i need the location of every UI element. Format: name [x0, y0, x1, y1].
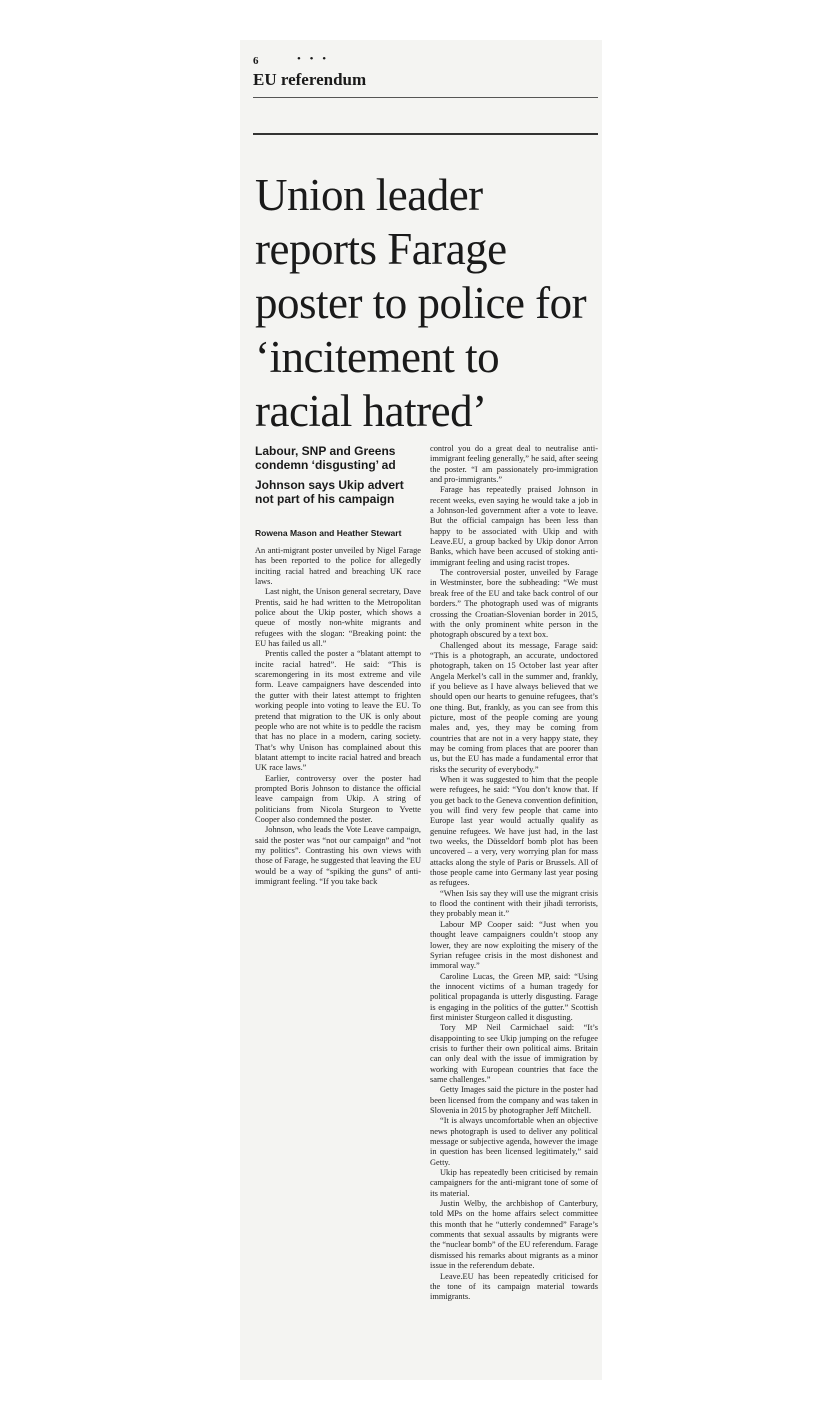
- article-column-left: [255, 546, 421, 887]
- paragraph: Tory MP Neil Carmichael said: “It’s disappointing to see Ukip jumping on the refugee crisis to further their own political aims. Britain can only deal with the issue of immigration by working with European countries that face the same challenges.”: [430, 1023, 598, 1084]
- paragraph: When it was suggested to him that the people were refugees, he said: “You don’t know that. If you get back to the Geneva convention definition, you will find very few people that came into Europe last year would actually qualify as genuine refugees. We have just had, in the last two weeks, the Düsseldorf bomb plot has been uncovered – a very, very worrying plan for mass attacks along the style of Paris or Brussels. All of those people came into Germany last year posing as refugees.: [430, 775, 598, 888]
- paragraph: control you do a great deal to neutralise anti-immigrant feeling generally,” he said, after seeing the poster. “I am passionately pro-immigration and pro-immigrants.”: [430, 444, 598, 485]
- section-title: EU referendum: [253, 70, 367, 89]
- standfirst-line: Johnson says Ukip advert not part of his campaign: [255, 478, 404, 506]
- paragraph: Labour MP Cooper said: “Just when you thought leave campaigners couldn’t stoop any lower, they are now exploiting the misery of the Syrian refugee crisis in the most dishonest and immoral way.”: [430, 919, 598, 971]
- paragraph: Leave.EU has been repeatedly criticised for the tone of its campaign material towards immigrants.: [430, 1271, 598, 1302]
- top-rule: [253, 97, 598, 98]
- page-number: 6: [253, 55, 259, 67]
- paragraph: Johnson, who leads the Vote Leave campaign, said the poster was “not our campaign” and “not my politics”. Contrasting his own views with those of Farage, he suggested that leaving the EU would be a way of “spiking the guns” of anti-immigrant feeling. “If you take back: [255, 825, 421, 886]
- paragraph: Getty Images said the picture in the poster had been licensed from the company and was taken in Slovenia in 2015 by photographer Jeff Mitchell.: [430, 1085, 598, 1115]
- headline-rule: [253, 133, 598, 135]
- paragraph: Caroline Lucas, the Green MP, said: “Using the innocent victims of a human tragedy for political propaganda is utterly disgusting. Farage is engaging in the politics of the gutter.” Scottish first minister Sturgeon called it disgusting.: [430, 971, 598, 1022]
- paragraph: Ukip has repeatedly been criticised by remain campaigners for the anti-migrant tone of some of its material.: [430, 1168, 598, 1198]
- headline: Union leader reports Farage poster to police for ‘incitement to racial hatred’: [255, 170, 587, 437]
- paragraph: Prentis called the poster a “blatant attempt to incite racial hatred”. He said: “This is scaremongering in its most extreme and vile form. Leave campaigners have descended into the gutter with their latest attempt to frighten working people into voting to leave the EU. To pretend that migration to the UK is only about people who are not white is to peddle the racism that has no place in a modern, caring society. That’s why Unison has complained about this blatant attempt to incite racial hatred and breach UK race laws.”: [255, 649, 421, 773]
- paragraph: Farage has repeatedly praised Johnson in recent weeks, even saying he would take a job in a Johnson-led government after a vote to leave. But the official campaign has been less than happy to be associated with Ukip and with Leave.EU, a group backed by Ukip donor Arron Banks, which have been accused of stoking anti-immigrant feeling and using racist tropes.: [430, 485, 598, 567]
- paragraph: “It is always uncomfortable when an objective news photograph is used to deliver any political message or subjective agenda, however the image in question has been licensed legitimately,” said Getty.: [430, 1116, 598, 1167]
- paragraph: An anti-migrant poster unveiled by Nigel Farage has been reported to the police for allegedly inciting racial hatred and breaching UK race laws.: [255, 546, 421, 587]
- paragraph: Earlier, controversy over the poster had prompted Boris Johnson to distance the official leave campaign from Ukip. A string of politicians from Nicola Sturgeon to Yvette Cooper also condemned the poster.: [255, 773, 421, 824]
- paragraph: Justin Welby, the archbishop of Canterbury, told MPs on the home affairs select committee this month that he “utterly condemned” Farage’s comments that sexual assaults by migrants were the “nuclear bomb” of the EU referendum. Farage dismissed his remarks about migrants as a minor issue in the referendum debate.: [430, 1199, 598, 1271]
- newspaper-page: [240, 40, 602, 1380]
- article-column-right: [430, 444, 598, 1303]
- paragraph: Last night, the Unison general secretary, Dave Prentis, said he had written to the Metropolitan police about the Ukip poster, which shows a queue of mostly non-white migrants and refugees with the slogan: “Breaking point: the EU has failed us all.”: [255, 587, 421, 649]
- standfirst-line: Labour, SNP and Greens condemn ‘disgusting’ ad: [255, 444, 396, 472]
- paragraph: “When Isis say they will use the migrant crisis to flood the continent with their jihadi terrorists, they probably mean it.”: [430, 888, 598, 919]
- page-dots: • • •: [297, 53, 330, 65]
- standfirst: [255, 444, 425, 512]
- byline: Rowena Mason and Heather Stewart: [255, 528, 402, 538]
- paragraph: Challenged about its message, Farage said: “This is a photograph, an accurate, undoctored photograph, taken on 15 October last year after Angela Merkel’s call in the summer and, frankly, if you believe as I have always believed that we should open our hearts to genuine refugees, that’s one thing. But, frankly, as you can see from this picture, most of the people coming are young males and, yes, they may be coming from countries that are not in a very happy state, they may be coming from places that are poorer than us, but the EU has made a fundamental error that risks the security of everybody.”: [430, 640, 598, 774]
- paragraph: The controversial poster, unveiled by Farage in Westminster, bore the subheading: “We must break free of the EU and take back control of our borders.” The photograph used was of migrants crossing the Croatian-Slovenian border in 2015, with the only prominent white person in the photograph obscured by a text box.: [430, 568, 598, 640]
